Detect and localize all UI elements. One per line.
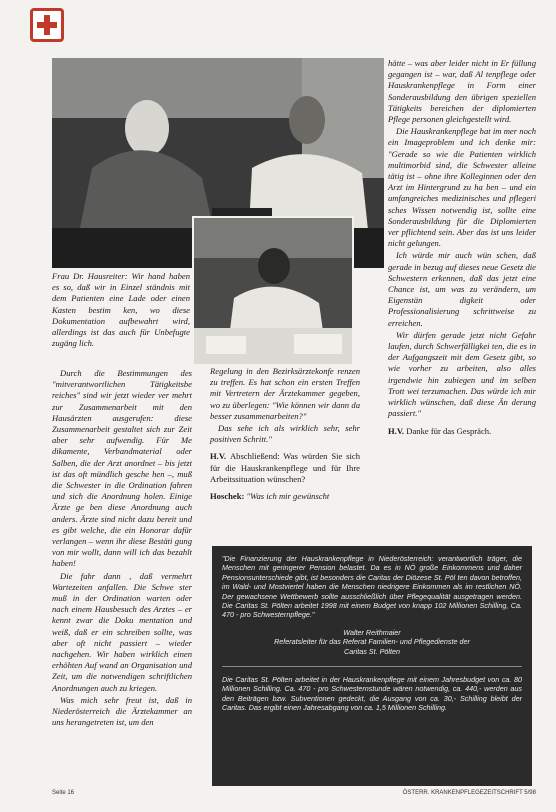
closing-line: [388, 426, 536, 437]
signature-name: Walter Reithmaier: [343, 627, 401, 637]
box-divider: [222, 666, 522, 667]
col3-paragraph: Die Hauskrankenpflege hat im mer noch ein Imageproblem und ich denke mir: "Gerade so wie die Patienten wirklich multimorbid sind, die Schwester alleine tätig ist – ohne ihre Kolleginnen oder den Arzt im Hintergrund zu ha ben – und ein umfangreiches medizinisches und pflegeri sches Wissen notwendig ist, sollte eine Sonderausbildung für die Diplomierten ver pflichtend sein. Aber das ist uns leider nicht gelungen.: [388, 126, 536, 249]
page-number: Seite 16: [52, 790, 75, 796]
closing-text: Danke für das Gespräch.: [406, 425, 492, 436]
caritas-info-box: [212, 546, 532, 786]
box-quote: "Die Finanzierung der Hauskrankenpflege in Niederösterreich: verantwortlich träger, die Menschen mit geringerer Pension belastet. Da es in NÖ große Einkommens und daher Pensionsunterschiede gibt, ist besonders die Caritas der Diözese St. Pöl ten davon betroffen, im Wald- und Mostviertel haben die Menschen niedrigere Einkommen als im restlichen NÖ. Der gewachsene Wettbewerb sollte ausschließlich über Pflegequalität ausgetragen werden. Die Caritas St. Pölten arbeitet 1998 mit einem Budget von knapp 102 Millionen Schilling, Ca. 470 - pro Schwesternpflege.": [222, 554, 522, 620]
column-2: [210, 366, 360, 503]
col2-paragraph: Regelung in den Bezirksärztekonfe renzen zu treffen. Es hat schon ein ersten Treffen mit Vertretern der Ärztekammer gegeben, wo zu überlegen: "Wie können wir dann da besser zusammenarbeiten?": [210, 366, 360, 421]
interview-question: [210, 451, 360, 485]
box-note: Die Caritas St. Pölten arbeitet in der Hauskrankenpflege mit einem Jahresbudget von ca. 80 Millionen Schilling. Ca. 470 - pro Schwesternstunde wären notwendig, ca. 440,- werden aus den Beiträgen bzw. Subventionen gedeckt, die Ausgang von ca. 30,- Schilling bleibt der Caritas. Das ergibt einen Jahresabgang von ca. 1,5 Millionen Schilling.: [222, 675, 522, 713]
col3-paragraph: hätte – was aber leider nicht in Er füllung gegangen ist – war, daß Al tenpflege oder Hauskrankenpflege in Form einer Sonderausbildung den übrigen speziellen Tätigkeits bereichen der diplomierten Pflege personen gleichgestellt wird.: [388, 58, 536, 125]
photo-nurse-desk: [192, 216, 354, 366]
speaker-hoschek: Hoschek:: [210, 491, 245, 502]
red-cross-logo: [30, 8, 64, 42]
col3-paragraph: Ich würde mir auch wün schen, daß gerade in bezug auf dieses neue Gesetz die Schwestern erkennen, daß das jetzt eine Chance ist, um was zu verändern, um Eigenstän digkeit oder Professionalisierung schrittweise zu erreichen.: [388, 250, 536, 328]
col1-paragraph: Was mich sehr freut ist, daß in Niederösterreich die Ärztekammer an uns herangetreten ist, um den: [52, 694, 192, 728]
signature-org: Caritas St. Pölten: [344, 646, 400, 656]
speaker-hv: H.V.: [388, 425, 405, 436]
interview-answer: [210, 491, 360, 502]
col1-paragraph: Die fahr dann , daß vermehrt Wartezeiten anfallen. Die Schwe ster muß in der Ordination warten oder nach einem Hausbesuch des Arztes – er kennt zwar die Doku mentation und weiß, daß er ein schreiben sollte, was aber oft nicht passiert – wieder nachgehen. Wir haben wirklich einen erhöhten Auf wand an Organisation und Zeit, um die notwendigen schriftlichen Anordnungen auch zu kriegen.: [52, 570, 192, 693]
caption-text: Frau Dr. Hausreiter: Wir hand haben es so, daß wir in Einzel ständnis mit dem Patienten eine Lade oder einen Kasten bestim ken, wo diese Dokumentation aufbewahrt wird, allerdings ist das auch für Unbefugte zugäng lich.: [52, 271, 190, 349]
column-3: [388, 58, 536, 438]
col1-paragraph: Durch die Bestimmungen des "mitverantwortlichen Tätigkeitsbe reiches" sind wir jetzt wieder ver mehrt zur Zusammenarbeit mit den Hausärzten ausgerufen: diese Zusammenarbeit gestaltet sich zur Zeit aber sehr aufwendig. Für Me dikamente, Verbandmaterial oder Salben, die der Arzt anordnet – bis jetzt ist das oft mündlich gesche hen –, muß die Schwester in die Ordination fahren und sich die Anordnung holen. Einige Ärzte ge ben diese Anordnung auch anders. Ärzte sind nicht dazu bereit und es gibt welche, die ein Honorar dafür verlangen – wenn ihr diese Bestäti gung von mir wollt, dann will ich das bezahlt haben!: [52, 368, 192, 569]
speaker-hv: H.V.: [210, 451, 227, 462]
col2-paragraph: Das sehe ich als wirklich sehr, sehr positiven Schritt.": [210, 423, 360, 445]
signature-role: Referatsleiter für das Referat Familien- und Pflegedienste der: [274, 637, 470, 647]
journal-footer: ÖSTERR. KRANKENPFLEGEZEITSCHRIFT 5/98: [402, 790, 536, 796]
answer-text: "Was ich mir gewünscht: [246, 491, 330, 502]
col3-paragraph: Wir dürfen gerade jetzt nicht Gefahr laufen, durch Schwerfälligkei ten, die es in der Aufgangszeit mit dem Gesetz gibt, so wie vorher zu arbeiten, also alles irgendwie hin zubiegen und im selben Trott wei terzumachen. Das würde ich mir wirklich wünschen, daß diese Än derung passiert.": [388, 329, 536, 419]
column-1: [52, 368, 192, 730]
photo-caption: [52, 271, 190, 350]
question-text: Abschließend: Was würden Sie sich für die Hauskrankenpflege und für Ihre Arbeitssituation wünschen?: [210, 451, 360, 484]
box-signature: [222, 628, 522, 656]
